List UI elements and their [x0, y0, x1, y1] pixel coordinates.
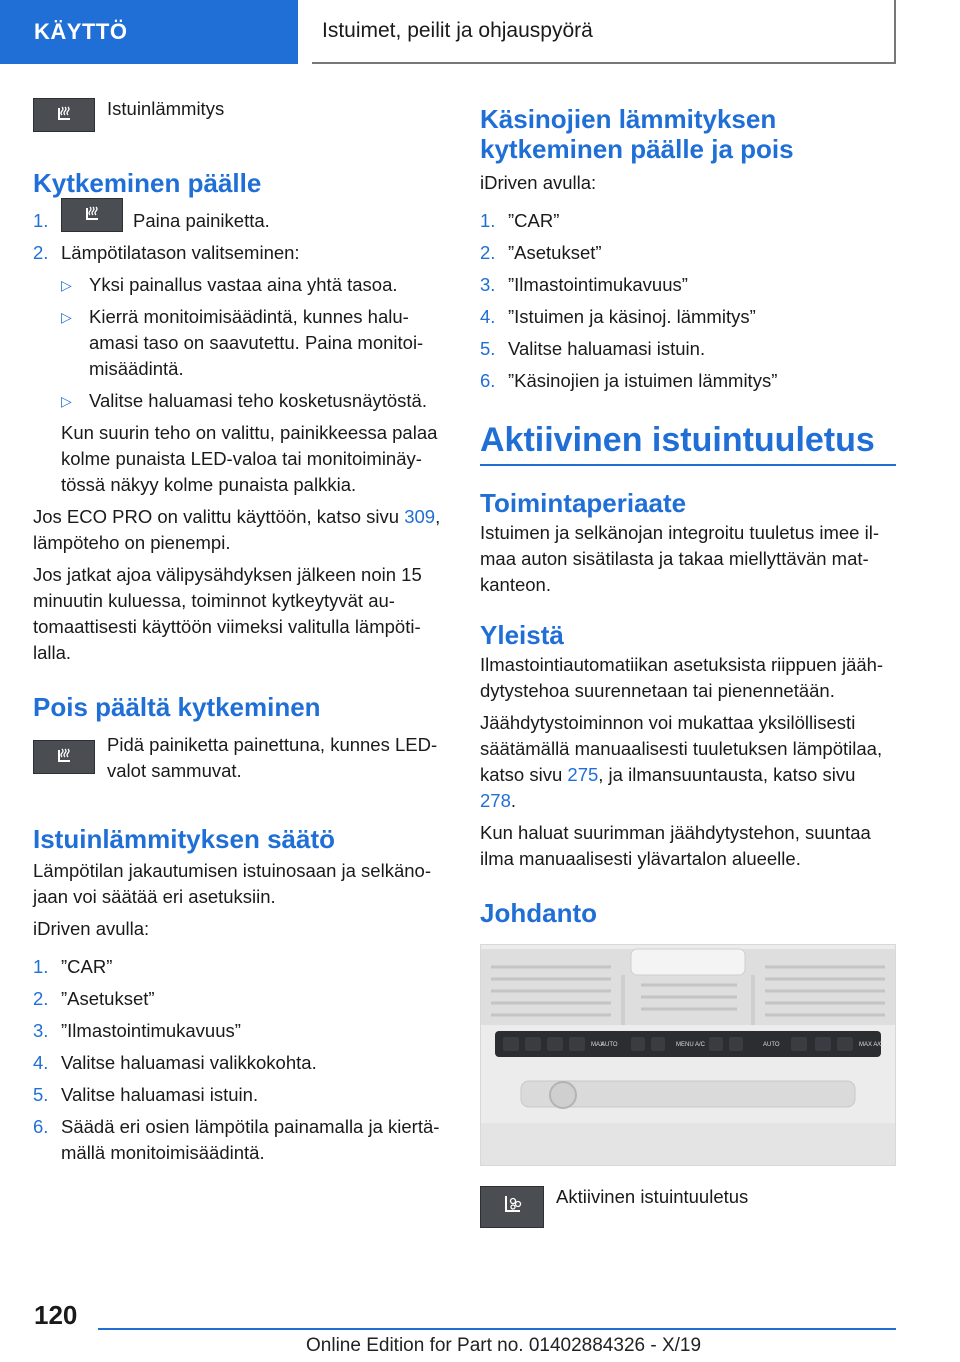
option-text: Kierrä monitoimisäädintä, kunnes halu-amasi taso on saavutettu. Paina monitoi-misäädintä. — [89, 306, 424, 379]
climate-panel-photo — [480, 944, 896, 1166]
option-text: Valitse haluamasi teho kosketusnäytöstä. — [89, 390, 427, 411]
step-number: 4. — [480, 306, 496, 327]
section-title: KÄYTTÖ — [34, 19, 128, 44]
step-number: 5. — [480, 338, 496, 359]
eco-pro-note — [33, 504, 449, 556]
list-item — [480, 272, 896, 298]
step-number: 1. — [33, 956, 49, 977]
seat-heating-icon — [61, 198, 123, 232]
step-number: 2. — [480, 242, 496, 263]
page-link-309[interactable]: 309 — [404, 506, 436, 527]
level-options — [61, 272, 449, 414]
heading-switch-off: Pois päältä kytkeminen — [33, 692, 321, 722]
step-number: 2. — [33, 242, 49, 263]
step-text: Valitse haluamasi istuin. — [61, 1084, 259, 1105]
adjust-steps — [33, 954, 449, 1166]
seat-heating-icon-row — [33, 96, 449, 132]
eco-post-text: , lämpöteho on pienempi. — [33, 506, 441, 553]
cooling-pre-text: Jäähdytystoiminnon voi mukattaa yksilöllisesti säätämällä manuaalisesti tuuletuksen lämpötilaa, katso sivu — [480, 712, 883, 785]
bullet-triangle-icon: ▷ — [61, 393, 72, 409]
bullet-triangle-icon: ▷ — [61, 309, 72, 325]
list-item — [480, 304, 896, 330]
left-column — [33, 96, 449, 1166]
step-number: 6. — [33, 1116, 49, 1137]
step-text: ”Ilmastointimukavuus” — [61, 1020, 241, 1041]
step-number: 1. — [480, 210, 496, 231]
seat-heating-icon — [33, 740, 95, 774]
heading-adjust: Istuinlämmityksen säätö — [33, 824, 335, 854]
max-cooling-note: Kun haluat suurimman jäähdytystehon, suuntaa ilma manuaalisesti ylävartalon alueelle. — [480, 822, 871, 869]
cooling-post-text: . — [510, 790, 517, 811]
list-item — [61, 388, 449, 414]
option-text: Yksi painallus vastaa aina yhtä tasoa. — [89, 274, 398, 295]
edition-note: Online Edition for Part no. 01402884326 - X/19 — [306, 1335, 702, 1356]
heading-general: Yleistä — [480, 620, 564, 650]
page-link-275[interactable]: 275 — [567, 764, 599, 785]
seat-heating-icon — [33, 98, 95, 132]
panel-label-menu: MENU A/C — [676, 1042, 706, 1048]
step-text: Valitse haluamasi valikkokohta. — [61, 1052, 317, 1073]
eco-pre-text: Jos ECO PRO on valittu käyttöön, katso sivu — [33, 506, 400, 527]
list-item — [480, 240, 896, 266]
heading-armrest-heating: Käsinojien lämmityksen kytkeminen päälle ja pois — [480, 104, 794, 164]
step-text: ”Istuimen ja käsinoj. lämmitys” — [508, 306, 756, 327]
list-item — [33, 240, 449, 266]
step-text: Säädä eri osien lämpötila painamalla ja kiertä-mällä monitoimisäädintä. — [61, 1116, 440, 1163]
heading-rule — [480, 464, 896, 466]
heading-principle: Toimintaperiaate — [480, 488, 687, 518]
chapter-tab — [312, 0, 896, 64]
list-item — [61, 304, 449, 382]
step-number: 4. — [33, 1052, 49, 1073]
right-column — [480, 104, 896, 1228]
section-tab — [0, 0, 298, 64]
step-number: 3. — [480, 274, 496, 295]
armrest-steps — [480, 208, 896, 394]
page-number: 120 — [34, 1300, 78, 1330]
climate-panel-illustration — [481, 945, 895, 1165]
list-item — [33, 1050, 449, 1076]
list-item — [61, 272, 449, 298]
footer-rule — [98, 1328, 896, 1330]
bullet-triangle-icon: ▷ — [61, 277, 72, 293]
step-text: ”Asetukset” — [508, 242, 602, 263]
chapter-title: Istuimet, peilit ja ohjauspyörä — [322, 19, 593, 42]
step-text: ”CAR” — [508, 210, 560, 231]
list-item — [480, 336, 896, 362]
cooling-mid-text: , ja ilmansuuntausta, katso sivu — [598, 764, 856, 785]
cooling-note — [480, 710, 896, 814]
switch-off-text: Pidä painiketta painettuna, kunnes LED-valot sammuvat. — [107, 734, 438, 781]
switch-off-row — [33, 732, 449, 784]
ventilation-icon-row — [480, 1184, 896, 1228]
list-item — [480, 208, 896, 234]
list-item — [33, 208, 449, 234]
step-text: Valitse haluamasi istuin. — [508, 338, 706, 359]
page-link-278[interactable]: 278 — [480, 790, 511, 811]
seat-heating-caption: Istuinlämmitys — [107, 98, 225, 119]
list-item — [33, 986, 449, 1012]
panel-label-auto-left: AUTO — [601, 1042, 618, 1048]
idrive-label: iDriven avulla: — [33, 918, 150, 939]
step-number: 3. — [33, 1020, 49, 1041]
list-item — [33, 1018, 449, 1044]
max-level-note: Kun suurin teho on valittu, painikkeessa palaa kolme punaista LED-valoa tai monitoiminäy-tössä näkyy kolme punaista palkkia. — [61, 422, 438, 495]
step-text: Lämpötilatason valitseminen: — [61, 242, 300, 263]
seat-ventilation-icon — [480, 1186, 544, 1228]
heading-active-ventilation: Aktiivinen istuintuuletus — [480, 421, 875, 459]
adjust-text: Lämpötilan jakautumisen istuinosaan ja selkäno-jaan voi säätää eri asetuksiin. — [33, 860, 431, 907]
step-text: ”Asetukset” — [61, 988, 155, 1009]
panel-label-max-ac: MAX A/C — [859, 1042, 884, 1048]
ventilation-caption: Aktiivinen istuintuuletus — [556, 1186, 749, 1207]
heading-introduction: Johdanto — [480, 898, 597, 928]
general-text: Ilmastointiautomatiikan asetuksista riippuen jääh-dytystehoa suurennetaan tai pienennetään. — [480, 654, 884, 701]
heading-switch-on: Kytkeminen päälle — [33, 168, 262, 198]
step-number: 6. — [480, 370, 496, 391]
step-number: 5. — [33, 1084, 49, 1105]
idrive-label: iDriven avulla: — [480, 172, 597, 193]
switch-on-steps — [33, 208, 449, 266]
list-item — [33, 1082, 449, 1108]
step-text: ”CAR” — [61, 956, 113, 977]
step-number: 2. — [33, 988, 49, 1009]
step-text: ”Ilmastointimukavuus” — [508, 274, 688, 295]
panel-label-max: MAX — [591, 1042, 605, 1048]
list-item — [33, 1114, 449, 1166]
panel-label-auto-right: AUTO — [763, 1042, 780, 1048]
list-item — [33, 954, 449, 980]
step-text: ”Käsinojien ja istuimen lämmitys” — [508, 370, 778, 391]
list-item — [480, 368, 896, 394]
step-text: Paina painiketta. — [133, 210, 270, 231]
step-number: 1. — [33, 210, 49, 231]
stop-note: Jos jatkat ajoa välipysähdyksen jälkeen noin 15 minuutin kuluessa, toiminnot kytkeytyvät au-tomaattisesti käyttöön viimeksi valitulla lämpöti-lalla. — [33, 564, 422, 663]
principle-text: Istuimen ja selkänojan integroitu tuuletus imee il-maa auton sisätilasta ja takaa miellyttävän mat-kanteon. — [480, 522, 879, 595]
